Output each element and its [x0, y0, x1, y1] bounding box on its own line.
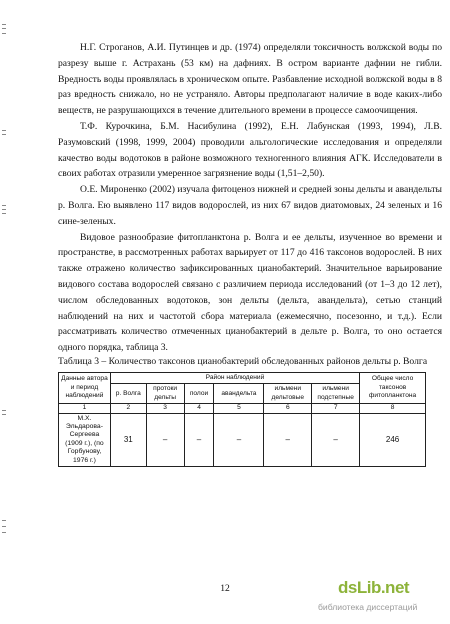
column-number: 5 — [214, 404, 264, 413]
watermark-logo: dsLib.net — [338, 578, 410, 597]
taxa-table — [58, 372, 426, 467]
header-total-taxa: Общее число таксонов фитопланктона — [360, 372, 426, 403]
cell-total-taxa: 246 — [360, 413, 426, 466]
subheader-steppe-ilmen: ильмени подстепные — [312, 384, 360, 404]
column-number: 6 — [264, 404, 312, 413]
cell-delta-channels: – — [146, 413, 184, 466]
table-caption: Таблица 3 – Количество таксонов цианобактерий обследованных районов дельты р. Волга — [58, 355, 428, 367]
paragraph-3: О.Е. Мироненко (2002) изучала фитоценоз нижней и средней зоны дельты и авандельты р. Волга. Ею выявлено 117 видов водорослей, из них 67 видов диатомовых, 24 зеленых и 16 сине-зеленых. — [58, 184, 442, 227]
cell-steppe-ilmen: – — [312, 413, 360, 466]
paragraph-2: Т.Ф. Курочкина, Б.М. Насибулина (1992), Е.Н. Лабунская (1993, 1994), Л.В. Разумовский (1998, 1999, 2004) проводили альгологические исследования и определяли качество воды водотоков в районе возможного техногенного влияния АГК. Исследователи в своих работах отразили умеренное загрязнение воды (1,51–2,50). — [58, 120, 442, 180]
body-text — [58, 40, 442, 467]
header-author-period: Данные автора и период наблюдений — [59, 372, 111, 403]
column-number: 2 — [110, 404, 146, 413]
cell-avandelta: – — [214, 413, 264, 466]
column-number-row — [59, 404, 426, 413]
binding-marks — [2, 0, 8, 624]
subheader-delta-channels: протоки дельты — [146, 384, 184, 404]
paragraph-1: Н.Г. Строганов, А.И. Путинцев и др. (1974) определяли токсичность волжской воды по разрезу выше г. Астрахань (53 км) на дафниях. В остром варианте дафнии не гибли. Вредность воды проявлялась в хроническом опыте. Разбавление исходной волжской воды в 8 раз вредность снижало, но не устраняло. Авторы предполагают наличие в воде каких-либо веществ, не разрушающихся в течение длительного времени в процессе самоочищения. — [58, 42, 442, 117]
watermark-subtitle: библиотека диссертаций — [318, 602, 418, 612]
cell-floodplain: – — [184, 413, 214, 466]
column-number: 1 — [59, 404, 111, 413]
subheader-avandelta: авандельта — [214, 384, 264, 404]
column-number: 7 — [312, 404, 360, 413]
subheader-floodplain: полои — [184, 384, 214, 404]
column-number: 8 — [360, 404, 426, 413]
page-number: 12 — [220, 583, 230, 594]
cell-delta-ilmen: – — [264, 413, 312, 466]
cell-volga: 31 — [110, 413, 146, 466]
row-author: М.Х. Эльдарова-Сергеева (1909 г.), (по Горбунову, 1976 г.) — [59, 413, 111, 466]
paragraph-4: Видовое разнообразие фитопланктона р. Волга и ее дельты, изученное во времени и пространстве, в рассмотренных работах варьирует от 117 до 416 таксонов водорослей. В них также отражено количество зафиксированных цианобактерий. Значительное варьирование видового состава водорослей связано с различием периода исследований (от 1–3 до 12 лет), числом обследованных водотоков, зон дельты (дельта, авандельта), сетью станций наблюдений на них и частотой сбора материала (ежемесячно, посезонно, и т.д.). Если рассматривать количество отмеченных цианобактерий в дельте р. Волга, то оно остается одного порядка, таблица 3. — [58, 231, 442, 354]
column-number: 3 — [146, 404, 184, 413]
column-number: 4 — [184, 404, 214, 413]
watermark[interactable] — [318, 578, 448, 618]
subheader-delta-ilmen: ильмени дельтовые — [264, 384, 312, 404]
table-row — [59, 413, 426, 466]
subheader-volga: р. Волга — [110, 384, 146, 404]
header-observation-area: Район наблюдений — [110, 372, 359, 383]
